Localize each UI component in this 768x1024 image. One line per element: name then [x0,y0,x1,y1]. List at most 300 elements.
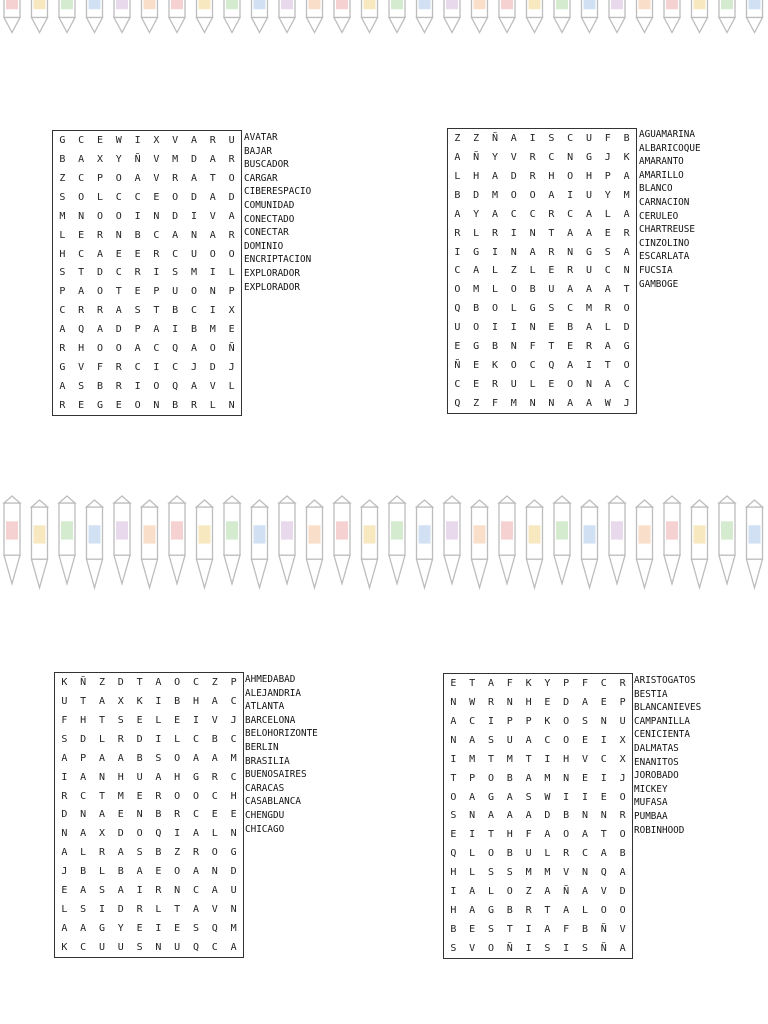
grid-letter: W [115,134,122,146]
grid-letter: T [604,360,611,372]
grid-letter: D [563,696,570,708]
grid-letter: E [78,400,85,412]
grid-letter: A [567,398,574,410]
grid-letter: A [581,696,588,708]
grid-letter: C [115,191,122,203]
pencil-icon [747,0,763,33]
pencil-icon [692,0,708,33]
grid-letter: A [567,227,574,239]
grid-letter: L [604,208,611,220]
grid-letter: P [469,772,476,784]
word-list-item: ALBARICOQUE [639,142,701,154]
grid-letter: E [230,809,237,821]
grid-letter: A [585,208,592,220]
grid-letter: E [136,790,143,802]
grid-letter: Y [115,153,122,165]
grid-letter: L [174,733,181,745]
grid-letter: M [525,867,532,879]
grid-letter: H [174,771,181,783]
grid-letter: L [544,848,551,860]
grid-letter: A [115,305,122,317]
grid-letter: A [78,286,85,298]
pencil-icon [747,500,763,588]
grid-letter: M [230,752,237,764]
word-list-item: BUENOSAIRES [245,769,307,781]
pencil-icon [472,0,488,33]
grid-letter: H [59,248,66,260]
grid-letter: C [80,790,87,802]
grid-letter: S [59,267,66,279]
grid-letter: E [117,809,124,821]
grid-letter: E [211,809,218,821]
grid-letter: S [487,924,494,936]
grid-letter: O [450,791,457,803]
grid-letter: I [192,714,199,726]
grid-letter: A [623,170,630,182]
grid-letter: W [604,398,611,410]
pencil-icon [582,500,598,588]
pencil-icon [499,496,515,584]
grid-letter: K [623,151,630,163]
grid-letter: L [98,866,105,878]
grid-letter: I [61,771,68,783]
grid-letter: R [567,265,574,277]
grid-letter: L [155,714,162,726]
grid-letter: I [134,134,141,146]
grid-letter: O [228,248,235,260]
grid-letter: Ñ [563,886,570,898]
grid-letter: A [98,752,105,764]
grid-letter: T [506,924,513,936]
word-list-item: CARACAS [245,782,285,794]
letter-grid [54,672,244,958]
grid-letter: I [98,904,105,916]
grid-letter: E [450,677,457,689]
grid-letter: O [563,829,570,841]
grid-letter: J [619,772,626,784]
grid-letter: F [491,398,498,410]
grid-letter: A [623,246,630,258]
grid-letter: R [529,151,536,163]
grid-letter: A [117,752,124,764]
grid-letter: A [78,153,85,165]
grid-letter: N [230,904,237,916]
grid-letter: E [469,924,476,936]
grid-letter: R [228,153,235,165]
grid-letter: G [487,791,494,803]
word-list-item: PUMBAA [634,810,668,822]
grid-letter: R [619,810,626,822]
grid-letter: V [209,381,216,393]
grid-letter: C [604,265,611,277]
word-list-item: CENICIENTA [634,729,690,741]
grid-letter: R [548,208,555,220]
grid-letter: Z [510,265,517,277]
grid-letter: Ñ [491,132,498,144]
grid-letter: R [115,381,122,393]
grid-letter: A [211,695,218,707]
grid-letter: A [450,715,457,727]
word-list-item: MICKEY [634,783,668,795]
grid-letter: K [544,715,551,727]
grid-letter: O [563,715,570,727]
grid-letter: D [190,191,197,203]
grid-letter: O [115,210,122,222]
pencil-icon [197,500,213,588]
pencil-icon [4,496,20,584]
grid-letter: O [190,286,197,298]
grid-letter: A [211,885,218,897]
grid-letter: T [469,677,476,689]
grid-letter: S [581,943,588,955]
grid-letter: J [61,866,68,878]
grid-letter: W [544,791,551,803]
grid-letter: A [491,170,498,182]
grid-letter: A [172,229,179,241]
word-list [639,128,701,291]
grid-letter: B [454,189,461,201]
grid-letter: C [230,733,237,745]
word-list-item: BLANCO [639,183,673,195]
grid-letter: U [525,848,532,860]
grid-letter: T [487,753,494,765]
grid-letter: O [623,360,630,372]
grid-letter: E [581,734,588,746]
grid-letter: P [80,752,87,764]
grid-letter: I [134,381,141,393]
pencil-icon [252,0,268,33]
word-list-item: CHICAGO [245,823,285,835]
grid-letter: O [153,381,160,393]
grid-letter: Ñ [80,676,87,688]
grid-letter: A [506,810,513,822]
grid-letter: N [510,341,517,353]
grid-letter: N [563,772,570,784]
grid-letter: N [510,246,517,258]
grid-letter: G [59,134,66,146]
word-list-item: CINZOLINO [639,237,690,249]
grid-letter: A [153,324,160,336]
word-list-item: GAMBOGE [639,278,679,290]
grid-letter: S [61,733,68,745]
grid-letter: R [134,267,141,279]
grid-letter: M [117,790,124,802]
grid-letter: C [59,305,66,317]
grid-letter: A [211,752,218,764]
grid-letter: P [525,715,532,727]
grid-letter: F [529,341,536,353]
grid-letter: M [209,324,216,336]
word-list-item: CASABLANCA [245,796,301,808]
grid-letter: T [136,676,143,688]
grid-letter: B [619,848,626,860]
pencil-icon [169,0,185,33]
grid-letter: D [96,267,103,279]
grid-letter: L [604,322,611,334]
pencil-icon [252,500,268,588]
grid-letter: T [548,341,555,353]
grid-letter: X [117,695,124,707]
grid-letter: A [192,752,199,764]
grid-letter: I [581,791,588,803]
grid-letter: R [211,771,218,783]
grid-letter: A [192,904,199,916]
grid-letter: V [563,867,570,879]
grid-letter: K [61,676,68,688]
grid-letter: U [585,265,592,277]
word-list-item: JOROBADO [634,770,679,782]
grid-letter: O [454,284,461,296]
grid-letter: Q [78,324,85,336]
grid-letter: D [117,676,124,688]
word-list-item: AMARILLO [639,169,684,181]
grid-letter: J [604,151,611,163]
grid-letter: O [619,829,626,841]
grid-letter: Y [604,189,611,201]
grid-letter: B [567,322,574,334]
pencil-icon [59,0,75,33]
grid-letter: I [172,324,179,336]
grid-letter: O [209,343,216,355]
grid-letter: V [209,210,216,222]
grid-letter: T [115,286,122,298]
grid-letter: M [544,772,551,784]
grid-letter: R [604,303,611,315]
grid-letter: A [487,810,494,822]
grid-letter: A [454,151,461,163]
grid-letter: C [623,379,630,391]
grid-letter: N [585,379,592,391]
grid-letter: M [190,267,197,279]
grid-letter: C [600,677,607,689]
word-list-item: BELOHORIZONTE [245,728,318,740]
grid-letter: O [96,210,103,222]
grid-letter: O [96,286,103,298]
grid-letter: X [228,305,235,317]
grid-letter: O [473,322,480,334]
word-list-item: BESTIA [634,688,668,700]
grid-letter: S [78,381,85,393]
word-list-item: CONECTADO [244,213,295,225]
grid-letter: I [209,267,216,279]
grid-letter: M [469,753,476,765]
grid-letter: I [600,734,607,746]
grid-letter: Z [525,886,532,898]
word-list-item: DALMATAS [634,742,679,754]
grid-letter: T [78,267,85,279]
grid-letter: E [473,360,480,372]
grid-letter: Q [172,381,179,393]
grid-letter: C [153,343,160,355]
pencil-icon [444,496,460,584]
grid-letter: A [585,398,592,410]
grid-letter: L [209,400,216,412]
grid-letter: R [585,341,592,353]
pencil-icon [389,496,405,584]
grid-letter: O [567,170,574,182]
grid-letter: I [600,772,607,784]
grid-letter: R [525,905,532,917]
grid-letter: O [115,343,122,355]
pencil-border-middle-art [0,495,768,590]
grid-letter: M [491,189,498,201]
pencil-icon [664,496,680,584]
grid-letter: H [450,905,457,917]
grid-letter: A [585,322,592,334]
grid-letter: A [190,381,197,393]
grid-letter: B [506,848,513,860]
grid-letter: A [563,905,570,917]
grid-letter: L [491,284,498,296]
grid-letter: V [153,153,160,165]
grid-letter: Q [450,848,457,860]
grid-letter: E [548,265,555,277]
grid-letter: E [155,866,162,878]
grid-letter: U [548,284,555,296]
grid-letter: A [96,248,103,260]
grid-letter: N [567,246,574,258]
grid-letter: M [230,923,237,935]
grid-letter: A [61,923,68,935]
grid-letter: V [600,886,607,898]
grid-letter: N [153,400,160,412]
grid-letter: I [469,829,476,841]
grid-letter: U [190,248,197,260]
grid-letter: A [525,772,532,784]
grid-letter: N [190,229,197,241]
grid-letter: C [115,267,122,279]
grid-letter: A [117,885,124,897]
grid-letter: N [529,322,536,334]
grid-letter: U [585,132,592,144]
grid-letter: I [155,733,162,745]
grid-letter: L [98,733,105,745]
grid-letter: A [96,324,103,336]
grid-letter: K [525,677,532,689]
grid-letter: R [192,847,199,859]
grid-letter: N [211,866,218,878]
grid-letter: O [211,847,218,859]
letter-grid [447,128,637,414]
grid-letter: C [192,809,199,821]
grid-letter: M [172,153,179,165]
grid-letter: L [228,267,235,279]
grid-letter: P [59,286,66,298]
word-list-item: CONECTAR [244,227,289,239]
grid-letter: N [174,885,181,897]
grid-letter: O [510,189,517,201]
grid-letter: N [581,867,588,879]
grid-letter: E [600,696,607,708]
grid-letter: C [134,362,141,374]
grid-letter: I [563,943,570,955]
grid-letter: C [172,248,179,260]
grid-letter: S [136,942,143,954]
grid-letter: U [174,942,181,954]
grid-letter: L [491,265,498,277]
grid-letter: L [469,867,476,879]
grid-letter: X [619,734,626,746]
grid-letter: F [525,829,532,841]
grid-letter: A [209,229,216,241]
grid-letter: A [192,828,199,840]
grid-letter: F [604,132,611,144]
grid-letter: N [80,809,87,821]
grid-letter: O [96,343,103,355]
grid-letter: B [172,400,179,412]
word-list-item: MUFASA [634,797,668,809]
grid-letter: A [469,905,476,917]
pencil-icon [32,500,48,588]
pencil-icon [224,496,240,584]
word-list-item: CARNACION [639,196,690,208]
grid-letter: B [136,752,143,764]
grid-letter: Ñ [506,943,513,955]
grid-letter: E [544,696,551,708]
grid-letter: R [98,847,105,859]
grid-letter: K [61,942,68,954]
grid-letter: A [80,828,87,840]
pencil-icon [279,496,295,584]
grid-letter: A [567,360,574,372]
grid-letter: N [623,265,630,277]
word-list-item: AVATAR [244,132,278,143]
grid-letter: L [96,191,103,203]
grid-letter: A [209,153,216,165]
grid-letter: I [454,246,461,258]
grid-letter: A [454,208,461,220]
grid-letter: R [59,343,66,355]
grid-letter: S [548,132,555,144]
grid-letter: V [153,172,160,184]
grid-letter: L [581,905,588,917]
grid-letter: H [506,829,513,841]
grid-letter: B [172,305,179,317]
grid-letter: A [604,284,611,296]
grid-letter: A [510,132,517,144]
grid-letter: C [78,134,85,146]
word-list-item: BRASILIA [245,755,290,767]
grid-letter: A [585,227,592,239]
grid-letter: R [619,677,626,689]
word-list-item: ATLANTA [245,701,285,713]
grid-letter: Y [117,923,124,935]
grid-letter: S [544,943,551,955]
grid-letter: O [136,828,143,840]
grid-letter: E [153,191,160,203]
grid-letter: R [153,248,160,260]
grid-letter: D [115,324,122,336]
grid-letter: Z [211,676,218,688]
pencil-icon [472,500,488,588]
grid-letter: A [59,324,66,336]
grid-letter: Ñ [600,924,607,936]
grid-letter: Y [473,208,480,220]
pencil-icon [362,500,378,588]
word-list-item: CAMPANILLA [634,715,690,727]
word-list-item: ROBINHOOD [634,824,685,836]
grid-letter: B [211,733,218,745]
grid-letter: I [510,227,517,239]
pencil-icon [719,0,735,33]
grid-letter: S [487,734,494,746]
grid-letter: Q [155,828,162,840]
grid-letter: F [506,677,513,689]
grid-letter: L [469,848,476,860]
grid-letter: C [454,379,461,391]
grid-letter: S [450,810,457,822]
grid-letter: O [623,303,630,315]
